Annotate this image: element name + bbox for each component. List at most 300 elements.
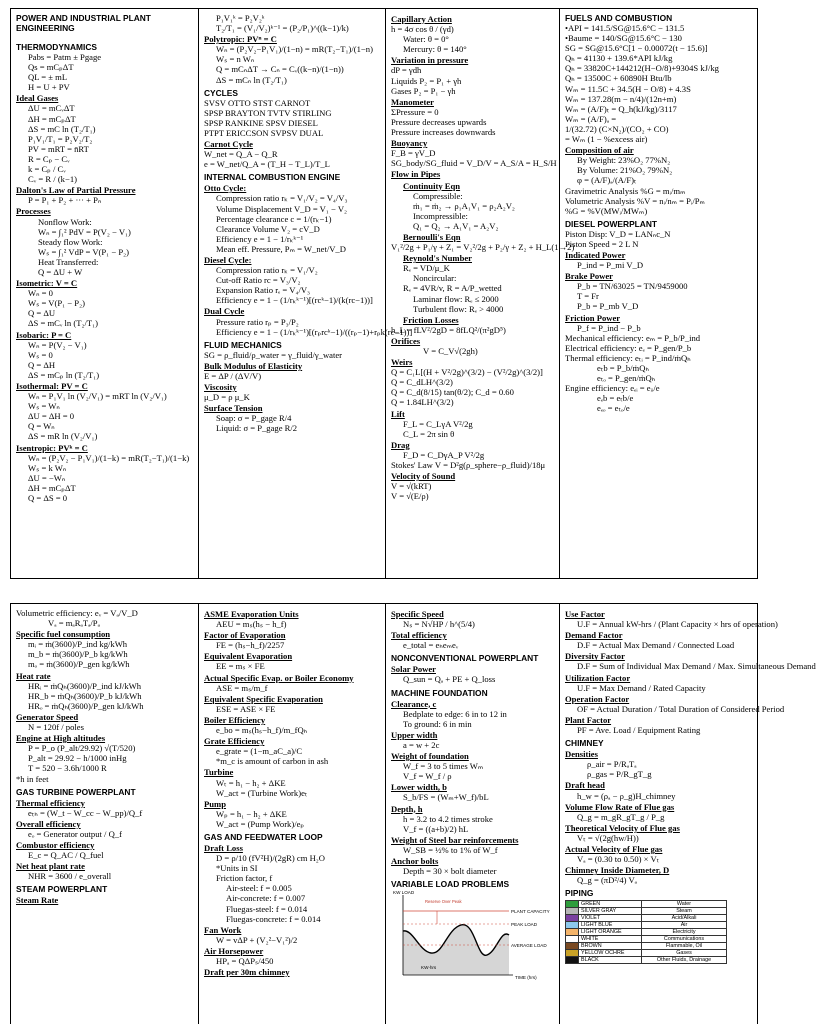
formula-line: h_w = (ρₐ − ρ_g)H_chimney	[577, 790, 676, 801]
formula-line: SG_body/SG_fluid = V_D/V = A_S/A = H_S/H	[391, 158, 557, 169]
formula-line: FE = (hₛ−h_f)/2257	[216, 640, 285, 651]
subsection-heading: Ideal Gases	[16, 93, 59, 104]
formula-line: ρ_air = P/RₐTₐ	[587, 759, 637, 770]
formula-line: HPₐ = QΔPₛ/450	[216, 956, 274, 966]
time-label: TIME (hrs)	[515, 975, 537, 981]
formula-line: HRᵢ = ṁQₕ(3600)/P_ind kJ/kWh	[28, 680, 142, 691]
pipe-color-name: LIGHT BLUE	[579, 922, 642, 929]
formula-line: Expansion Ratio rₑ = V₄/V₃	[216, 285, 311, 296]
formula-line: T = 520 − 3.6h/1000 R	[28, 763, 107, 774]
formula-line: D = ρ/10 (fV²H)/(2gR) cm H₂O	[216, 853, 325, 864]
subsection-heading: Pump	[204, 798, 226, 809]
pipe-use: Electricity	[642, 929, 727, 936]
formula-line: Mean eff. Pressure, Pₘ = W_net/V_D	[216, 243, 346, 254]
table-row	[566, 950, 727, 957]
formula-line: Wₜ = h₁ − h₂ + ΔKE	[216, 777, 286, 788]
formula-line: Q = ΔH	[28, 359, 56, 370]
formula-line: AEU = mₛ(hₛ − h_f)	[216, 619, 287, 630]
formula-line: W = vΔP + (V₂²−V₁²)/2	[216, 934, 298, 945]
formula-line: Wₘ = (A/F)ₐ =	[565, 113, 617, 124]
subsection-heading: Continuity Eqn	[403, 180, 461, 191]
subsection-heading: Buoyancy	[391, 138, 428, 149]
formula-line: Steady flow Work:	[38, 236, 103, 247]
formula-line: S_b/FS = (Wₘ+W_f)/bL	[403, 792, 489, 803]
formula-line: D.F = Actual Max Demand / Connected Load	[577, 640, 735, 651]
pipe-color-name: BROWN	[579, 943, 642, 950]
pipe-color-name: LIGHT ORANGE	[579, 929, 642, 936]
formula-line: P_f = P_ind − P_b	[577, 322, 641, 333]
formula-line: P₁V₁ᵏ = P₂V₂ᵏ	[216, 13, 265, 23]
formula-line: ΔS = mCᵥ ln (T₂/T₁)	[28, 318, 98, 329]
subsection-heading: Turbine	[204, 767, 234, 778]
formula-line: D.F = Sum of Individual Max Demand / Max. Simultaneous Demand	[577, 661, 816, 672]
subsection-heading: Velocity of Sound	[391, 471, 456, 482]
color-swatch	[566, 943, 579, 950]
formula-line: Water: θ = 0°	[403, 34, 449, 45]
formula-line: *m_c is amount of carbon in ash	[216, 756, 329, 767]
subsection-heading: Weirs	[391, 357, 413, 368]
formula-line: Q = ΔU + W	[38, 266, 83, 277]
formula-line: By Volume: 21%O₂ 79%N₂	[577, 165, 673, 176]
formula-line: Soap: σ = P_gage R/4	[216, 413, 292, 424]
subsection-heading: Draft per 30m chimney	[204, 967, 290, 978]
formula-line: P_b = P_mb V_D	[577, 301, 639, 312]
formula-line: %G = %V(MWᵢ/MWₘ)	[565, 205, 648, 216]
pipe-use: Communications	[642, 936, 727, 943]
subsection-heading: Net heat plant rate	[16, 861, 85, 872]
table-row	[566, 908, 727, 915]
formula-line: e_grate = (1−m_aC_a)/C	[216, 746, 303, 757]
formula-line: PTPT ERICCSON SVPSV DUAL	[204, 127, 324, 138]
formula-line: h = 4σ cos θ / (γd)	[391, 24, 454, 35]
formula-line: ΔS = mCₚ ln (T₂/T₁)	[28, 369, 100, 380]
section-heading: CHIMNEY	[565, 738, 604, 749]
formula-line: Mercury: θ = 140°	[403, 44, 467, 55]
formula-line: P₁V₁/T₁ = P₂V₂/T₂	[28, 133, 93, 144]
kw-hrs-label: KW-hrs	[421, 965, 437, 971]
formula-line: Wₘ = 11.5C + 34.5(H − O/8) + 4.3S	[565, 83, 691, 94]
spacer	[16, 33, 195, 39]
formula-line: *Units in SI	[216, 863, 258, 874]
formula-line: Vₐ = (0.30 to 0.50) × Vₜ	[577, 854, 660, 865]
formula-line: Wₙ = 0	[28, 288, 53, 299]
formula-line: e_bo = mₛ(hₛ−h_f)/m_fQₕ	[216, 725, 308, 736]
formula-line: Bedplate to edge: 6 in to 12 in	[403, 708, 507, 719]
subsection-heading: Specific Speed	[391, 609, 444, 619]
formula-line: ΔS = mR ln (V₂/V₁)	[28, 431, 98, 442]
plant-capacity-label: PLANT CAPACITY	[511, 909, 550, 915]
table-row	[566, 943, 727, 950]
section-heading: FUELS AND COMBUSTION	[565, 13, 673, 23]
formula-line: Turbulent flow: Rₑ > 4000	[413, 303, 504, 314]
formula-line: Qₕ = 13500C + 60890H Btu/lb	[565, 73, 672, 84]
subsection-heading: Anchor bolts	[391, 855, 439, 866]
formula-line: V = C_V√(2gh)	[423, 346, 478, 356]
formula-line: Nₛ = N√HP / h^(5/4)	[403, 619, 475, 630]
subsection-heading: Upper width	[391, 729, 438, 740]
formula-line: Q_g = m_gR_gT_g / P_g	[577, 811, 665, 822]
color-swatch	[566, 936, 579, 943]
formula-line: Volumetric efficiency: eᵥ = Vₐ/V_D	[16, 608, 138, 618]
formula-line: Volume Displacement V_D = V₁ − V₂	[216, 203, 348, 214]
subsection-heading: Demand Factor	[565, 630, 623, 641]
formula-line: = Wₘ (1 − %excess air)	[565, 134, 648, 145]
formula-line: V_f = ((a+b)/2) hL	[403, 823, 469, 834]
section-heading: MACHINE FOUNDATION	[391, 687, 488, 698]
formula-line: Wₛ = n Wₙ	[216, 54, 255, 65]
subsection-heading: Friction Losses	[403, 314, 459, 325]
formula-line: Q = ΔS = 0	[28, 493, 68, 504]
average-load-label: AVERAGE LOAD	[511, 943, 547, 949]
formula-line: φ = (A/F)ₐ/(A/F)ₜ	[577, 175, 637, 186]
subsection-heading: Plant Factor	[565, 714, 612, 725]
subsection-heading: Boiler Efficiency	[204, 714, 266, 725]
formula-line: Pressure ratio rₚ = P₃/P₂	[216, 316, 299, 327]
color-swatch	[566, 908, 579, 915]
subsection-heading: Engine at High altitudes	[16, 733, 106, 744]
pipe-color-name: GREEN	[579, 901, 642, 908]
section-heading: CYCLES	[204, 87, 238, 98]
formula-line: •Baume = 140/SG@15.6°C − 130	[565, 33, 682, 44]
color-swatch	[566, 950, 579, 957]
subsection-heading: Clearance, c	[391, 698, 437, 709]
formula-line: P = P_o (P_alt/29.92) √(T/520)	[28, 743, 136, 754]
subsection-heading: Utilization Factor	[565, 672, 631, 683]
color-swatch	[566, 929, 579, 936]
formula-line: P_b = TN/63025 = TN/9459000	[577, 281, 688, 292]
formula-line: Liquid: σ = P_gage R/2	[216, 423, 298, 434]
formula-line: T = Fr	[577, 291, 599, 302]
pipe-use: Other Fluids, Drainage	[642, 957, 727, 964]
subsection-heading: Surface Tension	[204, 403, 263, 414]
section-heading: STEAM POWERPLANT	[16, 884, 108, 895]
column-steam-boiler	[198, 604, 385, 1024]
formula-line: Q = C_d(8/15) tan(θ/2); C_d = 0.60	[391, 387, 514, 398]
formula-line: ΔU = mCᵥΔT	[28, 103, 75, 114]
formula-line: Compression ratio rₖ = V₁/V₂	[216, 265, 318, 276]
pipe-use: Water	[642, 901, 727, 908]
section-heading: VARIABLE LOAD PROBLEMS	[391, 879, 510, 890]
subsection-heading: Flow in Pipes	[391, 169, 441, 180]
formula-line: h_L = fLV²/2gD = 8fLQ²/(π²gD⁵)	[391, 324, 506, 335]
formula-line: Wₛ = V(P₁ − P₂)	[28, 298, 85, 309]
formula-line: HR_b = ṁQₕ(3600)/P_b kJ/kWh	[28, 690, 142, 701]
section-heading: GAS AND FEEDWATER LOOP	[204, 831, 323, 842]
column-foundation-load	[385, 604, 559, 1024]
formula-line: k = Cₚ / Cᵥ	[28, 164, 66, 175]
subsection-heading: Actual Velocity of Flue gas	[565, 843, 663, 854]
table-row	[566, 915, 727, 922]
formula-line: Wₙ = ∫₁² PdV = P(V₂ − V₁)	[38, 226, 131, 237]
formula-line: eₜₒ = P_gen/ṁQₕ	[597, 373, 656, 384]
formula-line: SPSP RANKINE SPSV DIESEL	[204, 117, 318, 128]
formula-line: NHR = 3600 / e_overall	[28, 871, 112, 882]
subsection-heading: Factor of Evaporation	[204, 630, 286, 641]
formula-line: W_SB = ½% to 1% of W_f	[403, 844, 498, 855]
peak-load-label: PEAK LOAD	[511, 922, 538, 928]
formula-line: Wₘ = 137.28(m − n/4)/(12n+m)	[565, 93, 677, 104]
formula-line: U.F = Max Demand / Rated Capacity	[577, 682, 706, 693]
subsection-heading: Theoretical Velocity of Flue gas	[565, 822, 680, 833]
piping-color-table	[565, 900, 727, 964]
variable-load-graph	[391, 889, 551, 985]
pipe-use: Acid/Alkali	[642, 915, 727, 922]
formula-line: Efficiency e = 1 − (1/rₖᵏ⁻¹)[(rcᵏ−1)/(k(rc−1))]	[216, 295, 373, 306]
formula-line: Rₑ = 4VR/v, R = A/P_wetted	[403, 283, 502, 294]
formula-line: E = ΔP / (ΔV/V)	[204, 370, 262, 381]
formula-line: Rₑ = VD/μ_K	[403, 263, 450, 274]
section-heading: INTERNAL COMBUSTION ENGINE	[204, 172, 341, 183]
color-swatch	[566, 957, 579, 964]
section-heading: PIPING	[565, 888, 594, 899]
formula-line: e = W_net/Q_A = (T_H − T_L)/T_L	[204, 159, 330, 170]
formula-line: V₁²/2g + P₁/γ + Z₁ = V₂²/2g + P₂/γ + Z₂ + H_L(1→2)	[391, 242, 575, 253]
formula-line: eₜb = P_b/ṁQₕ	[597, 363, 649, 373]
formula-line: Liquids P₂ = P₁ + γh	[391, 75, 462, 86]
subsection-heading: Diesel Cycle:	[204, 254, 252, 265]
formula-line: PV = mRT = n̄RT	[28, 143, 89, 154]
formula-line: Wₙ = P(V₂ − V₁)	[28, 339, 87, 350]
subsection-heading: Volume Flow Rate of Flue gas	[565, 801, 675, 812]
formula-line: Q_g = (πD²/4) Vₐ	[577, 875, 638, 886]
subsection-heading: Processes	[16, 206, 51, 217]
section-heading: THERMODYNAMICS	[16, 42, 97, 52]
subsection-heading: Bulk Modulus of Elasticity	[204, 360, 303, 371]
subsection-heading: Fan Work	[204, 924, 242, 935]
color-swatch	[566, 922, 579, 929]
formula-line: T₂/T₁ = (V₁/V₂)ᵏ⁻¹ = (P₂/P₁)^((k−1)/k)	[216, 23, 349, 34]
formula-line: Engine efficiency: eₑᵢ = eᵢᵢ/e	[565, 383, 660, 394]
formula-line: V = √(E/ρ)	[391, 491, 429, 502]
formula-line: Efficiency e = 1 − (1/rₖᵏ⁻¹)[(rₚrcᵏ−1)/((rₚ−1)+rₚk(rc−1))]	[216, 326, 413, 337]
subsection-heading: Composition of air	[565, 145, 634, 156]
subsection-heading: Polytropic: PVⁿ = C	[204, 34, 277, 45]
formula-line: eₜₕ = (W_t − W_cc − W_pp)/Q_f	[28, 807, 143, 818]
formula-line: Q = C₁L[(H + V²/2g)^(3/2) − (V²/2g)^(3/2)]	[391, 367, 543, 378]
formula-line: ΔH = mCₚΔT	[28, 113, 76, 124]
formula-line: Thermal efficiency: eₜᵢ = P_ind/ṁQₕ	[565, 352, 691, 363]
subsection-heading: Use Factor	[565, 609, 605, 619]
pipe-color-name: SILVER GRAY	[579, 908, 642, 915]
formula-line: ρ_gas = P/R_gT_g	[587, 769, 652, 780]
column-thermodynamics	[11, 9, 198, 578]
subsection-heading: Brake Power	[565, 271, 613, 282]
table-row	[566, 957, 727, 964]
pipe-use: Gases	[642, 950, 727, 957]
subsection-heading: Weight of foundation	[391, 751, 469, 762]
subsection-heading: Viscosity	[204, 382, 237, 392]
formula-line: Clearance Volume V₂ = cV_D	[216, 223, 320, 234]
formula-line: m_b = ṁ(3600)/P_b kg/kWh	[28, 649, 128, 660]
formula-line: V = √(kRT)	[391, 481, 432, 492]
subsection-heading: Weight of Steel bar reinforcements	[391, 834, 519, 845]
subsection-heading: Heat rate	[16, 670, 51, 681]
column-fluid-flow	[385, 9, 575, 578]
subsection-heading: Specific fuel consumption	[16, 629, 111, 640]
section-heading: DIESEL POWERPLANT	[565, 218, 657, 229]
formula-line: By Weight: 23%O₂ 77%N₂	[577, 155, 671, 166]
formula-line: Q = 1.84LH^(3/2)	[391, 397, 454, 408]
formula-line: W_net = Q_A − Q_R	[204, 149, 278, 160]
formula-line: Qₕ = 33820C+144212(H−O/8)+9304S kJ/kg	[565, 63, 719, 74]
formula-line: Wₙ = (P₂V₂−P₁V₁)/(1−n) = mR(T₂−T₁)/(1−n)	[216, 44, 373, 55]
color-swatch	[566, 915, 579, 922]
top-sheet	[10, 8, 758, 579]
formula-line: QL = ± mL	[28, 72, 68, 83]
formula-line: Pressure decreases upwards	[391, 116, 487, 127]
subsection-heading: Isothermal: PV = C	[16, 381, 88, 391]
formula-line: Wₙ = P₁V₁ ln (V₂/V₁) = mRT ln (V₂/V₁)	[28, 391, 167, 402]
formula-line: Laminar flow: Rₑ ≤ 2000	[413, 293, 499, 304]
pipe-use: Steam	[642, 908, 727, 915]
formula-line: Wₛ = 0	[28, 349, 53, 360]
formula-line: eₒ = Generator output / Q_f	[28, 828, 122, 839]
subsection-heading: Solar Power	[391, 664, 436, 675]
formula-line: Percentage clearance c = 1/(rₖ−1)	[216, 213, 332, 224]
subsection-heading: Capillary Action	[391, 14, 452, 24]
formula-line: U.F = Annual kW-hrs / (Plant Capacity × hrs of operation)	[577, 619, 778, 630]
formula-line: Heat Transferred:	[38, 256, 99, 267]
section-heading: GAS TURBINE POWERPLANT	[16, 786, 136, 797]
formula-line: ΔH = mCₚΔT	[28, 482, 76, 493]
formula-line: Cut-off Ratio rc = V₃/V₂	[216, 275, 301, 286]
formula-line: Incompressible:	[413, 210, 468, 221]
formula-line: dP = γdh	[391, 65, 422, 76]
formula-line: Volumetric Analysis %V = nᵢ/nₘ = Pᵢ/Pₘ	[565, 195, 705, 206]
column-efficiency-turbine	[11, 604, 198, 1024]
pipe-use: Air	[642, 922, 727, 929]
formula-line: Wₛ = k Wₙ	[28, 462, 67, 473]
subsection-heading: Dual Cycle	[204, 306, 245, 317]
section-heading: NONCONVENTIONAL POWERPLANT	[391, 653, 539, 664]
formula-line: SG = SG@15.6°C[1 − 0.00072(t − 15.6)]	[565, 43, 708, 54]
formula-line: P_alt = 29.92 − h/1000 inHg	[28, 753, 127, 764]
formula-line: 1/(32.72) (C×N₂)/(CO₂ + CO)	[565, 123, 669, 134]
formula-line: Q = C_dLH^(3/2)	[391, 377, 453, 388]
formula-line: W_act = (Turbine Work)eₜ	[216, 787, 308, 798]
formula-line: Gases P₂ = P₁ − γh	[391, 85, 456, 96]
formula-line: Efficiency e = 1 − 1/rₖᵏ⁻¹	[216, 233, 304, 244]
formula-line: Wₘ = (A/F)ₜ = Q_h(kJ/kg)/3117	[565, 103, 677, 114]
subsection-heading: Bernoulli's Eqn	[403, 231, 461, 242]
formula-line: Pressure increases downwards	[391, 127, 496, 138]
subsection-heading: Total efficiency	[391, 630, 447, 641]
formula-line: a = w + 2c	[403, 739, 440, 750]
subsection-heading: Air Horsepower	[204, 945, 264, 956]
subsection-heading: Actual Specific Evap. or Boiler Economy	[204, 672, 354, 683]
formula-line: P_ind = P_mi V_D	[577, 260, 644, 271]
formula-line: Nonflow Work:	[38, 216, 92, 227]
formula-line: Wₚ = h₁ − h₂ + ΔKE	[216, 808, 287, 819]
formula-line: Vₐ = mₐRₐTₐ/Pₐ	[48, 618, 100, 629]
formula-line: Fluegas-steel: f = 0.014	[226, 903, 308, 914]
formula-line: HRₒ = ṁQₕ(3600)/P_gen kJ/kWh	[28, 700, 144, 711]
formula-line: Electrical efficiency: eₑ = P_gen/P_b	[565, 342, 692, 353]
pipe-color-name: YELLOW OCHRE	[579, 950, 642, 957]
formula-line: V_f = W_f / ρ	[403, 771, 452, 782]
table-row	[566, 929, 727, 936]
table-row	[566, 901, 727, 908]
formula-line: Depth = 30 × bolt diameter	[403, 866, 497, 877]
formula-line: E_c = Q_AC / Q_fuel	[28, 850, 104, 861]
formula-line: Q = ΔU	[28, 308, 56, 319]
formula-line: Pabs = Patm ± Pgage	[28, 52, 102, 62]
subsection-heading: Manometer	[391, 96, 434, 107]
formula-line: ΔS = mCₙ ln (T₂/T₁)	[216, 74, 287, 85]
graph-title: KW LOAD	[393, 890, 415, 896]
formula-line: EE = mₛ × FE	[216, 661, 265, 672]
table-row	[566, 936, 727, 943]
formula-line: R = Cₚ − Cᵥ	[28, 153, 70, 164]
formula-line: Piston Speed = 2 L N	[565, 238, 639, 249]
formula-line: F_D = C_DγA_P V²/2g	[403, 449, 485, 460]
subsection-heading: Steam Rate	[16, 895, 59, 906]
subsection-heading: Drag	[391, 439, 410, 450]
formula-line: SPSP BRAYTON TVTV STIRLING	[204, 107, 332, 118]
formula-line: To ground: 6 in min	[403, 718, 472, 729]
subsection-heading: Overall efficiency	[16, 818, 81, 829]
formula-line: Fluegas-concrete: f = 0.014	[226, 913, 321, 924]
subsection-heading: Lower width, b	[391, 782, 447, 793]
subsection-heading: Depth, h	[391, 803, 423, 814]
table-row	[566, 922, 727, 929]
column-fuels-diesel	[559, 9, 757, 578]
formula-line: Cᵥ = R / (k−1)	[28, 174, 77, 185]
formula-line: Air-steel: f = 0.005	[226, 883, 292, 894]
subsection-heading: Reynold's Number	[403, 253, 472, 264]
formula-line: eₑₒ = eₜₒ/e	[597, 403, 630, 414]
formula-line: Vₜ = √(2g(hw/H))	[577, 832, 639, 843]
pipe-color-name: BLACK	[579, 957, 642, 964]
formula-line: F_L = C_LγA V²/2g	[403, 418, 473, 429]
formula-line: Mechanical efficiency: eₘ = P_b/P_ind	[565, 332, 701, 343]
subsection-heading: Isentropic: PVᵏ = C	[16, 442, 88, 453]
formula-line: Friction factor, f	[216, 873, 273, 884]
subsection-heading: Operation Factor	[565, 693, 630, 704]
formula-line: eₑb = eₜb/e	[597, 393, 634, 404]
formula-line: mᵢ = ṁ(3600)/P_ind kg/kWh	[28, 639, 128, 650]
formula-line: mₒ = ṁ(3600)/P_gen kg/kWh	[28, 659, 130, 670]
formula-line: Compressible:	[413, 190, 463, 201]
formula-line: ṁ₁ = ṁ₂ → ρ₁A₁V₁ = ρ₂A₂V₂	[413, 200, 515, 211]
formula-line: H = U + PV	[28, 82, 70, 93]
subsection-heading: Draft Loss	[204, 842, 243, 853]
subsection-heading: Chimney Inside Diameter, D	[565, 865, 670, 876]
formula-line: P = P₁ + P₂ + ··· + Pₙ	[28, 195, 102, 206]
formula-line: Q = mCₙΔT → Cₙ = Cᵥ((k−n)/(1−n))	[216, 64, 344, 75]
subsection-heading: Generator Speed	[16, 711, 79, 722]
formula-line: ΔU = −Wₙ	[28, 472, 66, 483]
section-heading: POWER AND INDUSTRIAL PLANT ENGINEERING	[16, 13, 151, 33]
formula-line: OF = Actual Duration / Total Duration of Considered Period	[577, 703, 785, 714]
formula-line: ASE = mₛ/m_f	[216, 682, 268, 693]
subsection-heading: Otto Cycle:	[204, 183, 247, 194]
subsection-heading: Variation in pressure	[391, 55, 469, 66]
formula-line: W_act = (Pump Work)/eₚ	[216, 818, 305, 829]
formula-line: F_B = γV_D	[391, 148, 436, 159]
subsection-heading: Draft head	[565, 780, 605, 791]
formula-line: Wₙ = (P₂V₂ − P₁V₁)/(1−k) = mR(T₂−T₁)/(1−k)	[28, 452, 190, 463]
formula-line: C_L = 2π sin θ	[403, 428, 455, 439]
formula-line: Q_sun = Qₐ + PE + Q_loss	[403, 674, 496, 685]
subsection-heading: Thermal efficiency	[16, 797, 85, 808]
pipe-use: Flammable, Oil	[642, 943, 727, 950]
formula-line: e_total = eₕeₘeᵥ	[403, 640, 459, 651]
subsection-heading: Indicated Power	[565, 249, 626, 260]
section-heading: FLUID MECHANICS	[204, 339, 282, 350]
subsection-heading: Orifices	[391, 335, 421, 346]
subsection-heading: Equivalent Evaporation	[204, 651, 293, 662]
